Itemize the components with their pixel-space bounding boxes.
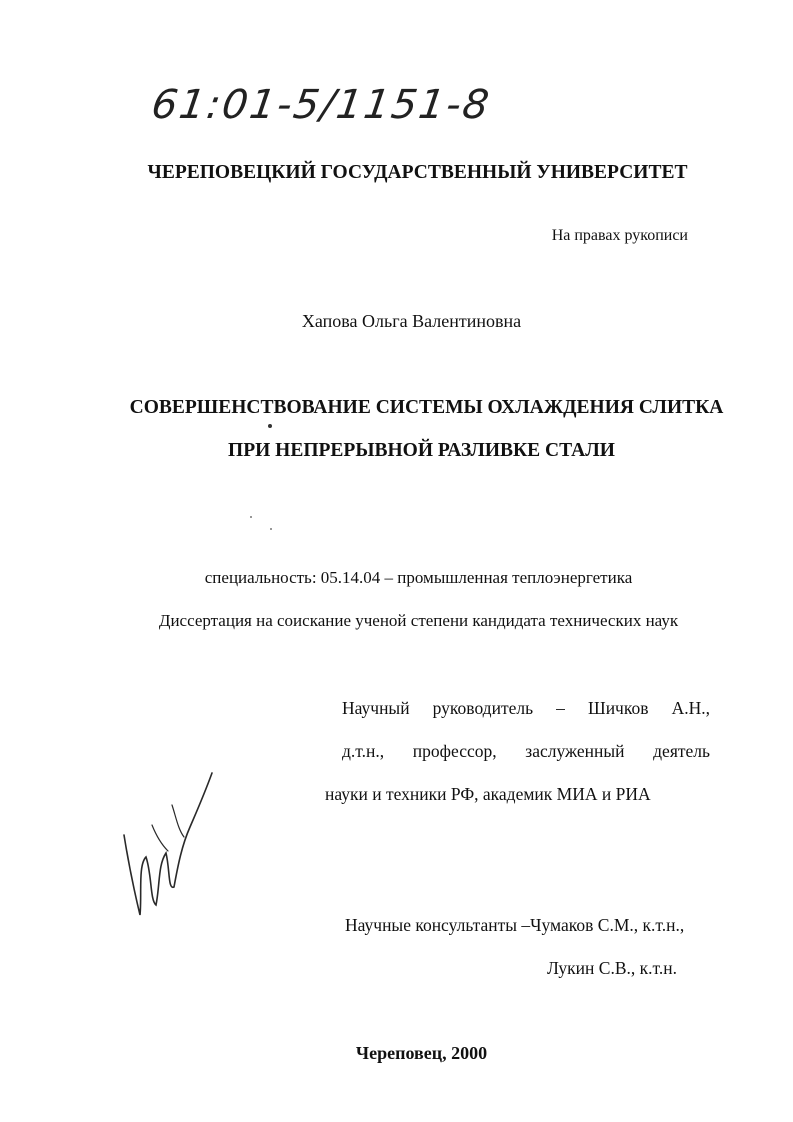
scan-speck <box>270 528 272 530</box>
scan-speck <box>250 516 252 518</box>
signature-icon <box>112 765 222 925</box>
supervisor-line-1: Научный руководитель – Шичков А.Н., <box>342 698 710 718</box>
catalog-number-handwritten: 61:01-5/1151-8 <box>148 82 494 128</box>
specialty-line: специальность: 05.14.04 – промышленная теплоэнергетика <box>204 568 633 587</box>
university-name: ЧЕРЕПОВЕЦКИЙ ГОСУДАРСТВЕННЫЙ УНИВЕРСИТЕТ <box>147 162 688 183</box>
consultants-line-1: Научные консультанты –Чумаков С.М., к.т.н., <box>345 915 685 935</box>
consultants-line-2: Лукин С.В., к.т.н. <box>547 958 677 978</box>
author-name: Хапова Ольга Валентиновна <box>301 311 522 331</box>
manuscript-rights-note: На правах рукописи <box>551 227 688 244</box>
dissertation-degree-line: Диссертация на соискание ученой степени кандидата технических наук <box>158 611 679 630</box>
dissertation-title-line-1: СОВЕРШЕНСТВОВАНИЕ СИСТЕМЫ ОХЛАЖДЕНИЯ СЛИТКА <box>129 397 724 418</box>
city-and-year: Череповец, 2000 <box>355 1043 488 1063</box>
supervisor-line-3: науки и техники РФ, академик МИА и РИА <box>325 784 651 804</box>
dissertation-title-line-2: ПРИ НЕПРЕРЫВНОЙ РАЗЛИВКЕ СТАЛИ <box>228 440 615 461</box>
ink-dot <box>268 424 272 428</box>
supervisor-line-2: д.т.н., профессор, заслуженный деятель <box>342 741 710 761</box>
